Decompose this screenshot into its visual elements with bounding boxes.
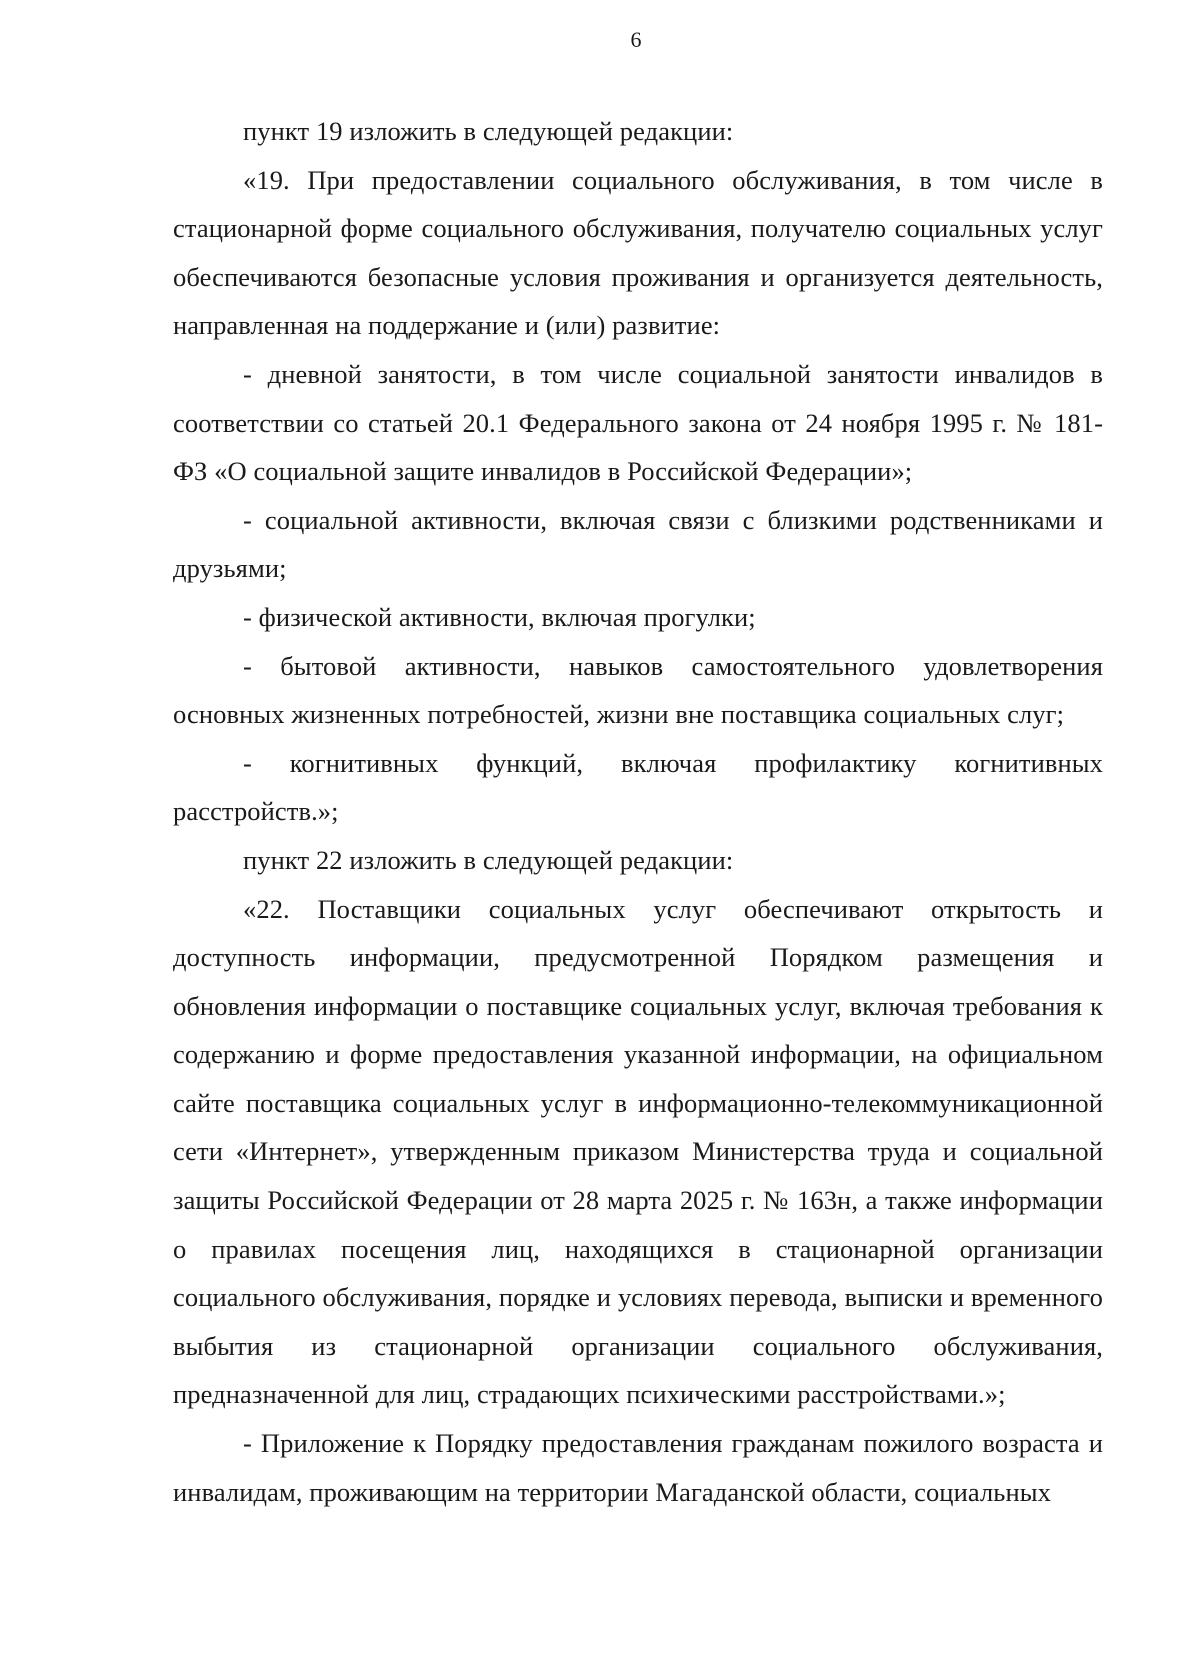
paragraph-item-22-text: «22. Поставщики социальных услуг обеспечивают открытость и доступность информации, предусмотренной Порядком размещения и обновления информации о поставщике социальных услуг, включая требования к содержанию и форме предоставления указанной информации, на официальном сайте поставщика социальных услуг в информационно-телекоммуникационной сети «Интернет», утвержденным приказом Министерства труда и социальной защиты Российской Федерации от 28 марта 2025 г. № 163н, а также информации о правилах посещения лиц, находящихся в стационарной организации социального обслуживания, порядке и условиях перевода, выписки и временного выбытия из стационарной организации социального обслуживания, предназначенной для лиц, страдающих психическими расстройствами.»; [173, 893, 1103, 1410]
page-number: 6 [630, 27, 642, 52]
paragraph-appendix: - Приложение к Порядку предоставления гражданам пожилого возраста и инвалидам, проживающим на территории Магаданской области, социальных [173, 1428, 1103, 1507]
paragraph-item-19-intro: пункт 19 изложить в следующей редакции: [243, 116, 734, 146]
paragraph-item-19-text: «19. При предоставлении социального обслуживания, в том числе в стационарной форме социального обслуживания, получателю социальных услуг обеспечиваются безопасные условия проживания и организуется деятельность, направленная на поддержание и (или) развитие: [173, 164, 1103, 341]
document-body [173, 107, 1103, 1516]
paragraph-item-22-intro: пункт 22 изложить в следующей редакции: [243, 844, 734, 875]
paragraph-physical-activity: - физической активности, включая прогулки; [243, 601, 756, 632]
paragraph-day-employment: - дневной занятости, в том числе социальной занятости инвалидов в соответствии со статьей 20.1 Федерального закона от 24 ноября 1995 г. № 181- ФЗ «О социальной защите инвалидов в Российской Федерации»; [173, 358, 1103, 487]
paragraph-cognitive-functions: - когнитивных функций, включая профилактику когнитивных расстройств.»; [173, 747, 1103, 827]
paragraph-social-activity: - социальной активности, включая связи с близкими родственниками и друзьями; [173, 504, 1103, 584]
paragraph-household-activity: - бытовой активности, навыков самостоятельного удовлетворения основных жизненных потребностей, жизни вне поставщика социальных слуг; [173, 650, 1103, 730]
